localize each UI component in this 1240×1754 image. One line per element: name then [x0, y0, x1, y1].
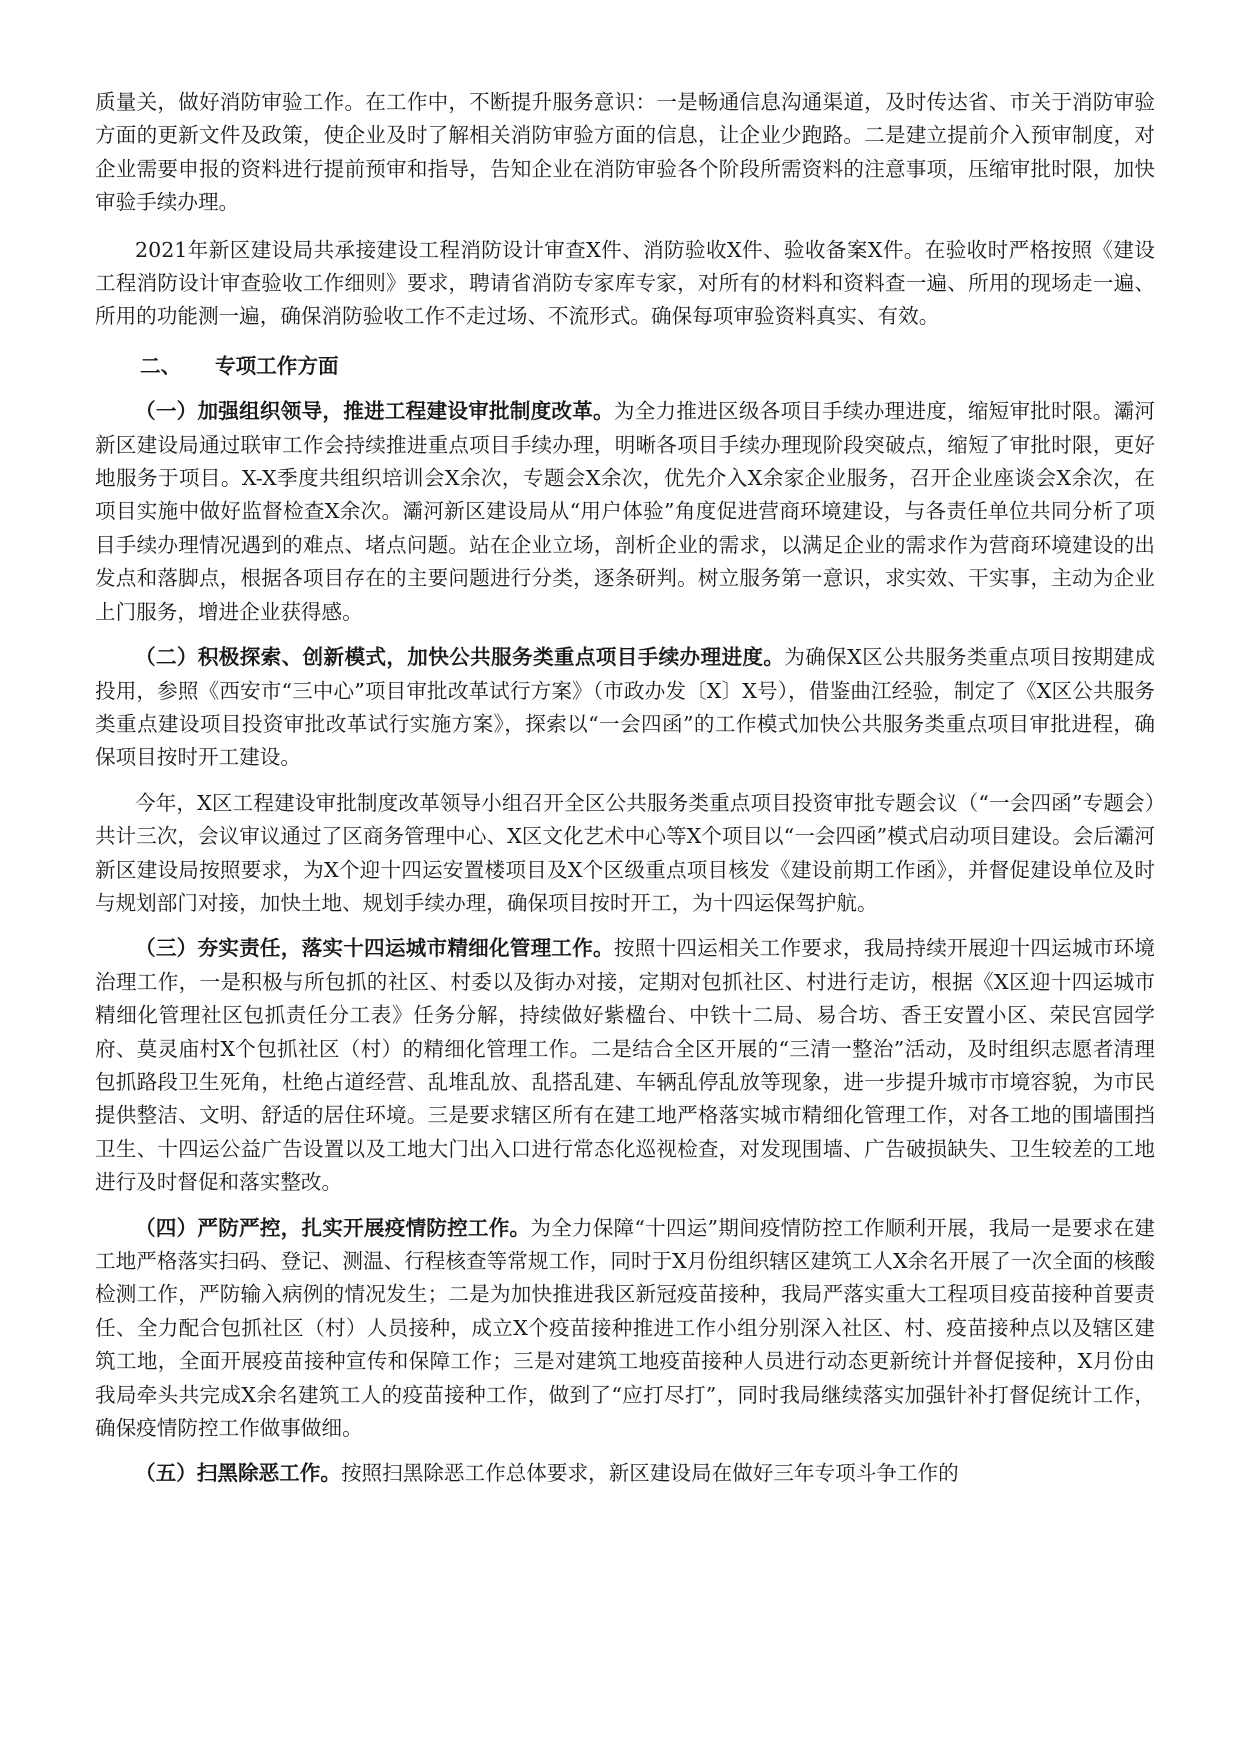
- paragraph-2021-statistics: 2021年新区建设局共承接建设工程消防设计审查X件、消防验收X件、验收备案X件。在验收时严格按照《建设工程消防设计审查验收工作细则》要求，聘请省消防专家库专家，对所有的材料和资料查一遍、所用的现场走一遍、所用的功能测一遍，确保消防验收工作不走过场、不流形式。确保每项审验资料真实、有效。: [95, 237, 1155, 329]
- paragraph-this-year: 今年，X区工程建设审批制度改革领导小组召开全区公共服务类重点项目投资审批专题会议（“一会四函”专题会）共计三次，会议审议通过了区商务管理中心、X区文化艺术中心等X个项目以“一会四函”模式启动项目建设。会后灞河新区建设局按照要求，为X个迎十四运安置楼项目及X个区级重点项目核发《建设前期工作函》，并督促建设单位及时与规划部门对接，加快土地、规划手续办理，确保项目按时开工，为十四运保驾护航。: [95, 790, 1155, 915]
- item-1-body: 为全力推进区级各项目手续办理进度，缩短审批时限。灞河新区建设局通过联审工作会持续推进重点项目手续办理，明晰各项目手续办理现阶段突破点，缩短了审批时限，更好地服务于项目。X-X季度共组织培训会X余次，专题会X余次，优先介入X余家企业服务，召开企业座谈会X余次，在项目实施中做好监督检查X余次。灞河新区建设局从“用户体验”角度促进营商环境建设，与各责任单位共同分析了项目手续办理情况遇到的难点、堵点问题。站在企业立场，剖析企业的需求，以满足企业的需求作为营商环境建设的出发点和落脚点，根据各项目存在的主要问题进行分类，逐条研判。树立服务第一意识，求实效、干实事，主动为企业上门服务，增进企业获得感。: [95, 399, 1156, 624]
- item-2-lead: （二）积极探索、创新模式，加快公共服务类重点项目手续办理进度。: [135, 645, 785, 670]
- section-heading-title: 专项工作方面: [215, 353, 339, 378]
- item-4-body: 为全力保障“十四运”期间疫情防控工作顺利开展，我局一是要求在建工地严格落实扫码、登记、测温、行程核查等常规工作，同时于X月份组织辖区建筑工人X余名开展了一次全面的核酸检测工作，严防输入病例的情况发生；二是为加快推进我区新冠疫苗接种，我局严落实重大工程项目疫苗接种首要责任、全力配合包抓社区（村）人员接种，成立X个疫苗接种推进工作小组分别深入社区、村、疫苗接种点以及辖区建筑工地，全面开展疫苗接种宣传和保障工作；三是对建筑工地疫苗接种人员进行动态更新统计并督促接种，X月份由我局牵头共完成X余名建筑工人的疫苗接种工作，做到了“应打尽打”，同时我局继续落实加强针补打督促统计工作，确保疫情防控工作做事做细。: [95, 1215, 1155, 1441]
- item-2-paragraph: [95, 641, 1155, 775]
- item-1-paragraph: [95, 395, 1155, 629]
- document-page: [95, 86, 1155, 1491]
- intro-paragraph: 质量关，做好消防审验工作。在工作中，不断提升服务意识：一是畅通信息沟通渠道，及时传达省、市关于消防审验方面的更新文件及政策，使企业及时了解相关消防审验方面的信息，让企业少跑路。二是建立提前介入预审制度，对企业需要申报的资料进行提前预审和指导，告知企业在消防审验各个阶段所需资料的注意事项，压缩审批时限，加快审验手续办理。: [95, 90, 1155, 215]
- item-5-paragraph: [95, 1457, 1155, 1490]
- item-3-body: 按照十四运相关工作要求，我局持续开展迎十四运城市环境治理工作，一是积极与所包抓的社区、村委以及街办对接，定期对包抓社区、村进行走访，根据《X区迎十四运城市精细化管理社区包抓责任分工表》任务分解，持续做好紫楹台、中铁十二局、易合坊、香王安置小区、荣民宫园学府、莫灵庙村X个包抓社区（村）的精细化管理工作。二是结合全区开展的“三清一整治”活动，及时组织志愿者清理包抓路段卫生死角，杜绝占道经营、乱堆乱放、乱搭乱建、车辆乱停乱放等现象，进一步提升城市市境容貌，为市民提供整洁、文明、舒适的居住环境。三是要求辖区所有在建工地严格落实城市精细化管理工作，对各工地的围墙围挡卫生、十四运公益广告设置以及工地大门出入口进行常态化巡视检查，对发现围墙、广告破损缺失、卫生较差的工地进行及时督促和落实整改。: [95, 936, 1156, 1195]
- section-heading: [95, 350, 1155, 383]
- item-5-body: 按照扫黑除恶工作总体要求，新区建设局在做好三年专项斗争工作的: [340, 1461, 959, 1486]
- item-4-paragraph: [95, 1212, 1155, 1446]
- item-3-paragraph: [95, 932, 1155, 1199]
- item-5-lead: （五）扫黑除恶工作。: [135, 1461, 341, 1486]
- item-3-lead: （三）夯实责任，落实十四运城市精细化管理工作。: [135, 936, 614, 961]
- item-2-body: 为确保X区公共服务类重点项目按期建成投用，参照《西安市“三中心”项目审批改革试行方案》（市政办发〔X〕X号），借鉴曲江经验，制定了《X区公共服务类重点建设项目投资审批改革试行实施方案》，探索以“一会四函”的工作模式加快公共服务类重点项目审批进程，确保项目按时开工建设。: [95, 645, 1155, 770]
- section-heading-number: 二、: [140, 353, 182, 378]
- item-1-lead: （一）加强组织领导，推进工程建设审批制度改革。: [135, 399, 614, 424]
- item-4-lead: （四）严防严控，扎实开展疫情防控工作。: [135, 1215, 531, 1240]
